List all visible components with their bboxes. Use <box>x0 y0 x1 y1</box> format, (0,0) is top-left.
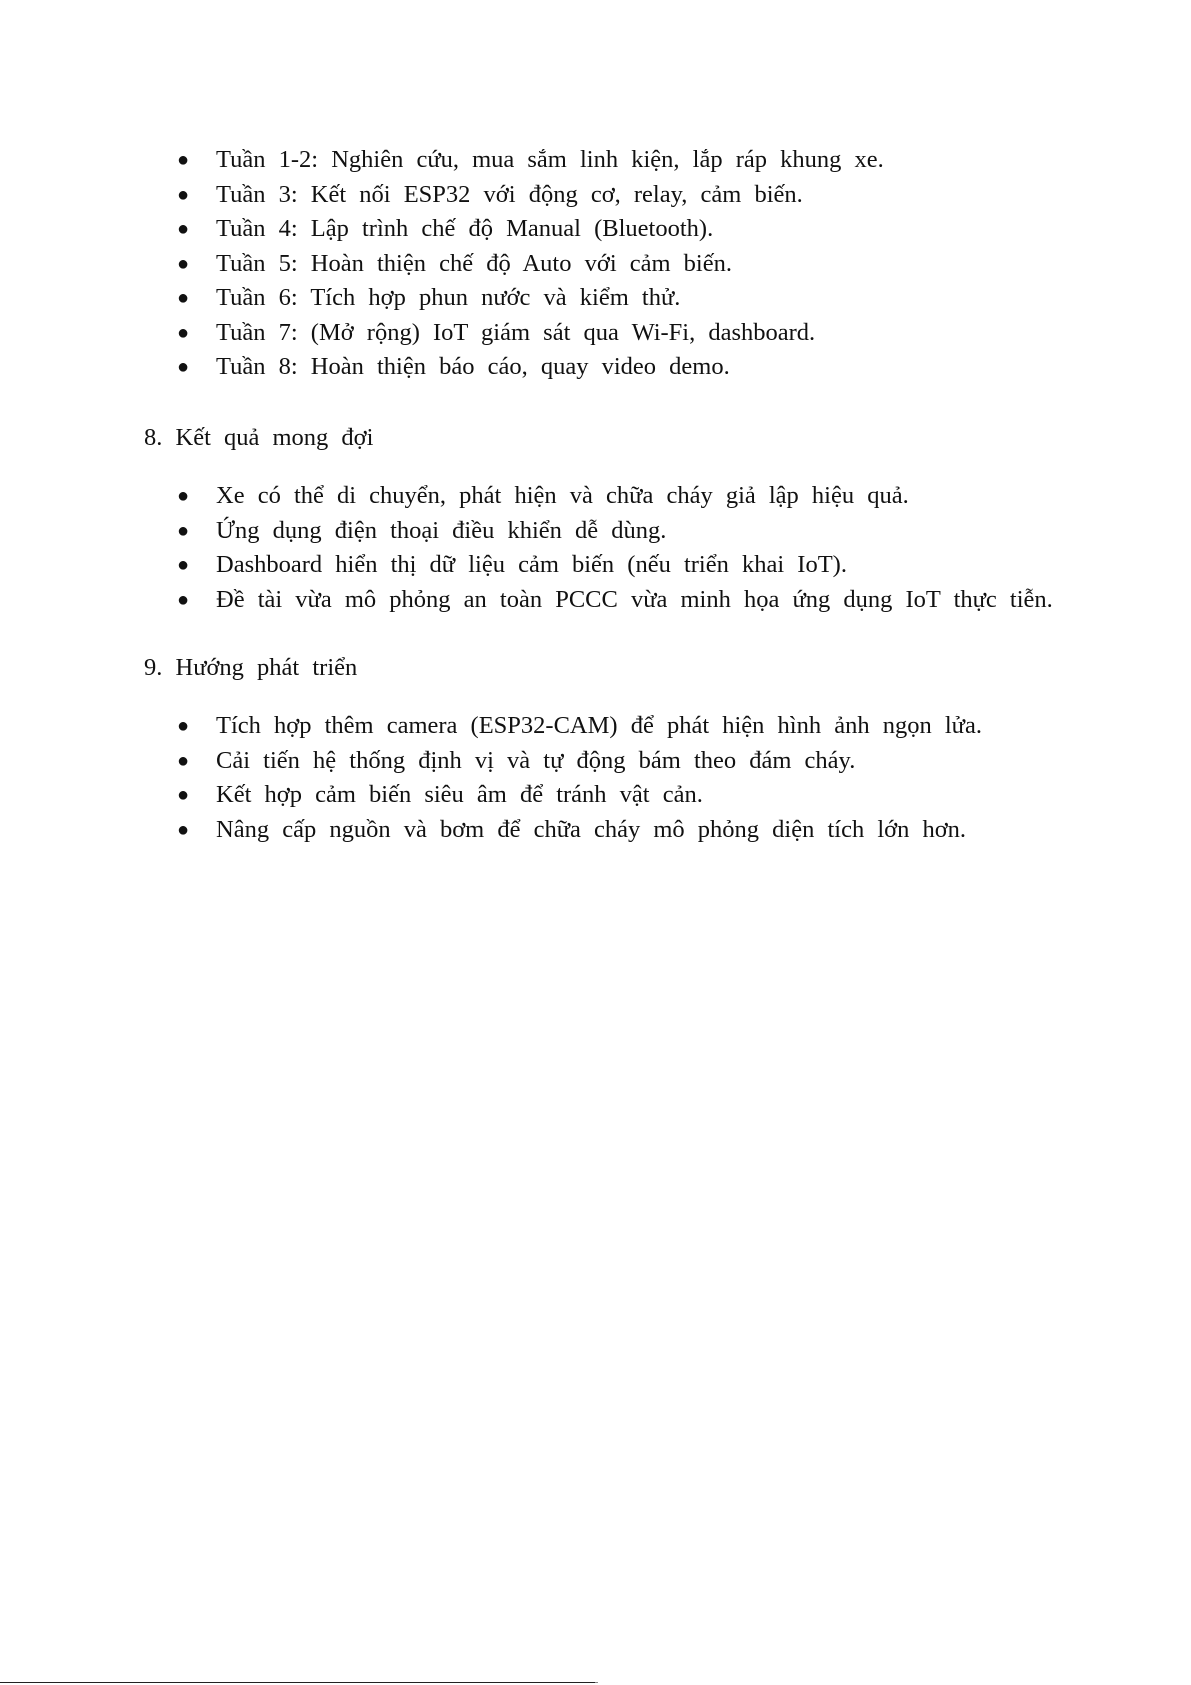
list-item-text: Tuần 5: Hoàn thiện chế độ Auto với cảm biến. <box>216 249 732 277</box>
list-item <box>0 744 1191 779</box>
list-item-text: Tuần 6: Tích hợp phun nước và kiểm thử. <box>216 284 681 311</box>
list-item <box>0 212 1191 247</box>
list-item-text: Xe có thể di chuyển, phát hiện và chữa cháy giả lập hiệu quả. <box>216 482 909 509</box>
list-item-text: Kết hợp cảm biến siêu âm để tránh vật cản. <box>216 781 703 808</box>
list-item <box>0 548 1191 583</box>
bullet-icon: ● <box>177 818 190 841</box>
list-item <box>0 143 1191 178</box>
list-item <box>0 350 1191 385</box>
bullet-icon: ● <box>177 183 190 206</box>
list-item <box>0 178 1191 213</box>
list-item-text: Đề tài vừa mô phỏng an toàn PCCC vừa minh họa ứng dụng IoT thực tiễn. <box>216 585 1053 613</box>
bullet-icon: ● <box>177 519 190 542</box>
list-item <box>0 281 1191 316</box>
footer-divider-end <box>595 1682 598 1683</box>
list-item-text: Tuần 3: Kết nối ESP32 với động cơ, relay, cảm biến. <box>216 180 803 208</box>
list-item-text: Nâng cấp nguồn và bơm để chữa cháy mô phỏng diện tích lớn hơn. <box>216 815 967 843</box>
list-item <box>0 813 1191 848</box>
footer-divider <box>0 1682 595 1683</box>
bullet-icon: ● <box>177 715 190 737</box>
bullet-icon: ● <box>177 356 190 378</box>
bullet-icon: ● <box>177 218 190 240</box>
list-item-text: Tuần 4: Lập trình chế độ Manual (Bluetooth). <box>216 215 714 242</box>
section-heading-expected-results: 8. Kết quả mong đợi <box>144 424 374 451</box>
list-item-text: Tuần 1-2: Nghiên cứu, mua sắm linh kiện, lắp ráp khung xe. <box>216 146 884 173</box>
list-item <box>0 247 1191 282</box>
list-item-text: Dashboard hiển thị dữ liệu cảm biến (nếu triển khai IoT). <box>216 551 847 578</box>
bullet-icon: ● <box>177 554 190 576</box>
list-item <box>0 583 1191 618</box>
bullet-icon: ● <box>177 749 190 772</box>
bullet-icon: ● <box>177 149 190 171</box>
bullet-icon: ● <box>177 588 190 611</box>
list-item-text: Tích hợp thêm camera (ESP32-CAM) để phát hiện hình ảnh ngọn lửa. <box>216 712 982 739</box>
list-item-text: Tuần 8: Hoàn thiện báo cáo, quay video demo. <box>216 353 730 380</box>
list-item <box>0 479 1191 514</box>
bullet-icon: ● <box>177 321 190 344</box>
future-development-list <box>0 709 1191 847</box>
section-heading-future-development: 9. Hướng phát triển <box>144 654 358 681</box>
list-item <box>0 709 1191 744</box>
bullet-icon: ● <box>177 287 190 309</box>
bullet-icon: ● <box>177 485 190 507</box>
list-item-text: Tuần 7: (Mở rộng) IoT giám sát qua Wi-Fi, dashboard. <box>216 318 816 346</box>
list-item <box>0 316 1191 351</box>
list-item <box>0 514 1191 549</box>
list-item <box>0 778 1191 813</box>
expected-results-list <box>0 479 1191 617</box>
bullet-icon: ● <box>177 252 190 275</box>
list-item-text: Cải tiến hệ thống định vị và tự động bám theo đám cháy. <box>216 746 856 774</box>
list-item-text: Ứng dụng điện thoại điều khiển dễ dùng. <box>216 516 667 544</box>
schedule-list <box>0 143 1191 385</box>
bullet-icon: ● <box>177 784 190 806</box>
